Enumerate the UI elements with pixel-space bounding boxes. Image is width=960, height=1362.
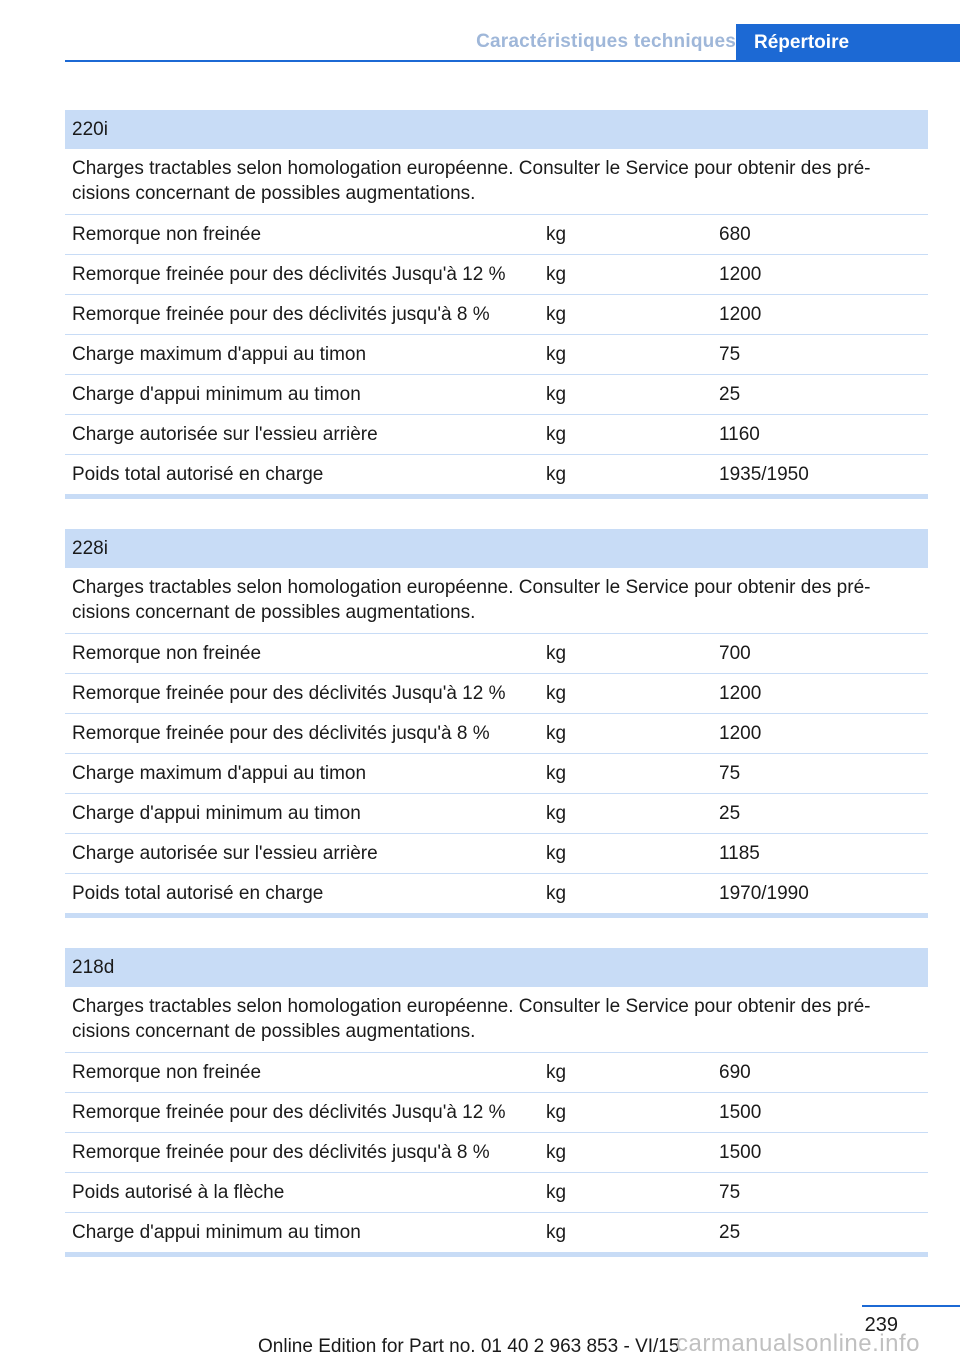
table-row: [65, 1093, 928, 1133]
row-value: 1970/1990: [719, 883, 809, 904]
row-value: 1200: [719, 723, 762, 744]
table-row: [65, 335, 928, 375]
row-unit: kg: [546, 424, 567, 445]
row-value: 1200: [719, 264, 762, 285]
row-unit: kg: [546, 304, 567, 325]
row-value: 1200: [719, 683, 762, 704]
table-row: [65, 834, 928, 874]
edition-note: Online Edition for Part no. 01 40 2 963 853 - VI/15: [258, 1336, 680, 1357]
table-body: [65, 634, 928, 913]
table-body: [65, 1053, 928, 1252]
row-unit: kg: [546, 1062, 567, 1083]
spec-table-1: [65, 529, 928, 918]
table-row: [65, 714, 928, 754]
row-label: Remorque freinée pour des déclivités Jusqu'à 12 %: [72, 683, 506, 704]
table-row: [65, 215, 928, 255]
row-unit: kg: [546, 883, 567, 904]
table-bottom-rule: [65, 494, 928, 499]
row-unit: kg: [546, 464, 567, 485]
row-unit: kg: [546, 683, 567, 704]
row-value: 1500: [719, 1102, 762, 1123]
row-unit: kg: [546, 1102, 567, 1123]
row-unit: kg: [546, 843, 567, 864]
row-unit: kg: [546, 763, 567, 784]
row-label: Remorque non freinée: [72, 1062, 262, 1083]
row-unit: kg: [546, 803, 567, 824]
row-label: Remorque freinée pour des déclivités Jusqu'à 12 %: [72, 264, 506, 285]
row-label: Charge autorisée sur l'essieu arrière: [72, 424, 378, 445]
section-tab-technical-specs[interactable]: Caractéristiques techniques: [476, 31, 736, 52]
table-row: [65, 874, 928, 913]
spec-table-2: [65, 948, 928, 1257]
row-label: Remorque non freinée: [72, 224, 262, 245]
page-header: [0, 0, 960, 62]
row-value: 700: [719, 643, 751, 664]
table-body: [65, 215, 928, 494]
row-value: 680: [719, 224, 751, 245]
row-value: 1200: [719, 304, 762, 325]
row-value: 75: [719, 763, 741, 784]
table-row: [65, 255, 928, 295]
row-label: Remorque freinée pour des déclivités Jusqu'à 12 %: [72, 1102, 506, 1123]
table-row: [65, 674, 928, 714]
row-value: 25: [719, 1222, 741, 1243]
table-bottom-rule: [65, 1252, 928, 1257]
table-row: [65, 754, 928, 794]
row-value: 1185: [719, 843, 760, 864]
row-label: Charge maximum d'appui au timon: [72, 763, 367, 784]
table-row: [65, 455, 928, 494]
row-value: 25: [719, 803, 741, 824]
row-value: 75: [719, 1182, 741, 1203]
row-unit: kg: [546, 264, 567, 285]
row-label: Remorque freinée pour des déclivités jusqu'à 8 %: [72, 304, 490, 325]
homologation-note: Charges tractables selon homologation européenne. Consulter le Service pour obtenir des précisions concernant de possibles augmentations.: [65, 568, 928, 634]
table-row: [65, 295, 928, 335]
homologation-note: Charges tractables selon homologation européenne. Consulter le Service pour obtenir des précisions concernant de possibles augmentations.: [65, 149, 928, 215]
row-value: 1160: [719, 424, 760, 445]
row-label: Charge maximum d'appui au timon: [72, 344, 367, 365]
row-label: Poids total autorisé en charge: [72, 883, 324, 904]
row-label: Poids autorisé à la flèche: [72, 1182, 285, 1203]
row-label: Charge d'appui minimum au timon: [72, 384, 361, 405]
homologation-note: Charges tractables selon homologation européenne. Consulter le Service pour obtenir des précisions concernant de possibles augmentations.: [65, 987, 928, 1053]
row-unit: kg: [546, 643, 567, 664]
row-value: 1935/1950: [719, 464, 809, 485]
table-row: [65, 1213, 928, 1252]
row-unit: kg: [546, 1222, 567, 1243]
footer-divider: [862, 1305, 960, 1307]
row-value: 1500: [719, 1142, 762, 1163]
table-row: [65, 1133, 928, 1173]
row-label: Remorque freinée pour des déclivités jusqu'à 8 %: [72, 723, 490, 744]
table-row: [65, 1173, 928, 1213]
row-label: Poids total autorisé en charge: [72, 464, 324, 485]
row-label: Remorque non freinée: [72, 643, 262, 664]
table-row: [65, 794, 928, 834]
row-unit: kg: [546, 344, 567, 365]
row-unit: kg: [546, 1182, 567, 1203]
table-row: [65, 1053, 928, 1093]
row-label: Charge d'appui minimum au timon: [72, 803, 361, 824]
model-heading: 218d: [65, 948, 928, 987]
table-bottom-rule: [65, 913, 928, 918]
spec-table-0: [65, 110, 928, 499]
row-label: Charge autorisée sur l'essieu arrière: [72, 843, 378, 864]
row-value: 75: [719, 344, 741, 365]
section-tab-index[interactable]: Répertoire: [736, 24, 960, 62]
model-heading: 228i: [65, 529, 928, 568]
row-label: Remorque freinée pour des déclivités jusqu'à 8 %: [72, 1142, 490, 1163]
row-unit: kg: [546, 384, 567, 405]
watermark-logo: carmanualsonline.info: [676, 1330, 920, 1357]
row-unit: kg: [546, 723, 567, 744]
row-label: Charge d'appui minimum au timon: [72, 1222, 361, 1243]
row-value: 690: [719, 1062, 751, 1083]
table-row: [65, 634, 928, 674]
table-row: [65, 375, 928, 415]
header-divider: [65, 60, 960, 62]
row-unit: kg: [546, 1142, 567, 1163]
model-heading: 220i: [65, 110, 928, 149]
row-unit: kg: [546, 224, 567, 245]
page-number: 239: [864, 1314, 898, 1336]
row-value: 25: [719, 384, 741, 405]
table-row: [65, 415, 928, 455]
